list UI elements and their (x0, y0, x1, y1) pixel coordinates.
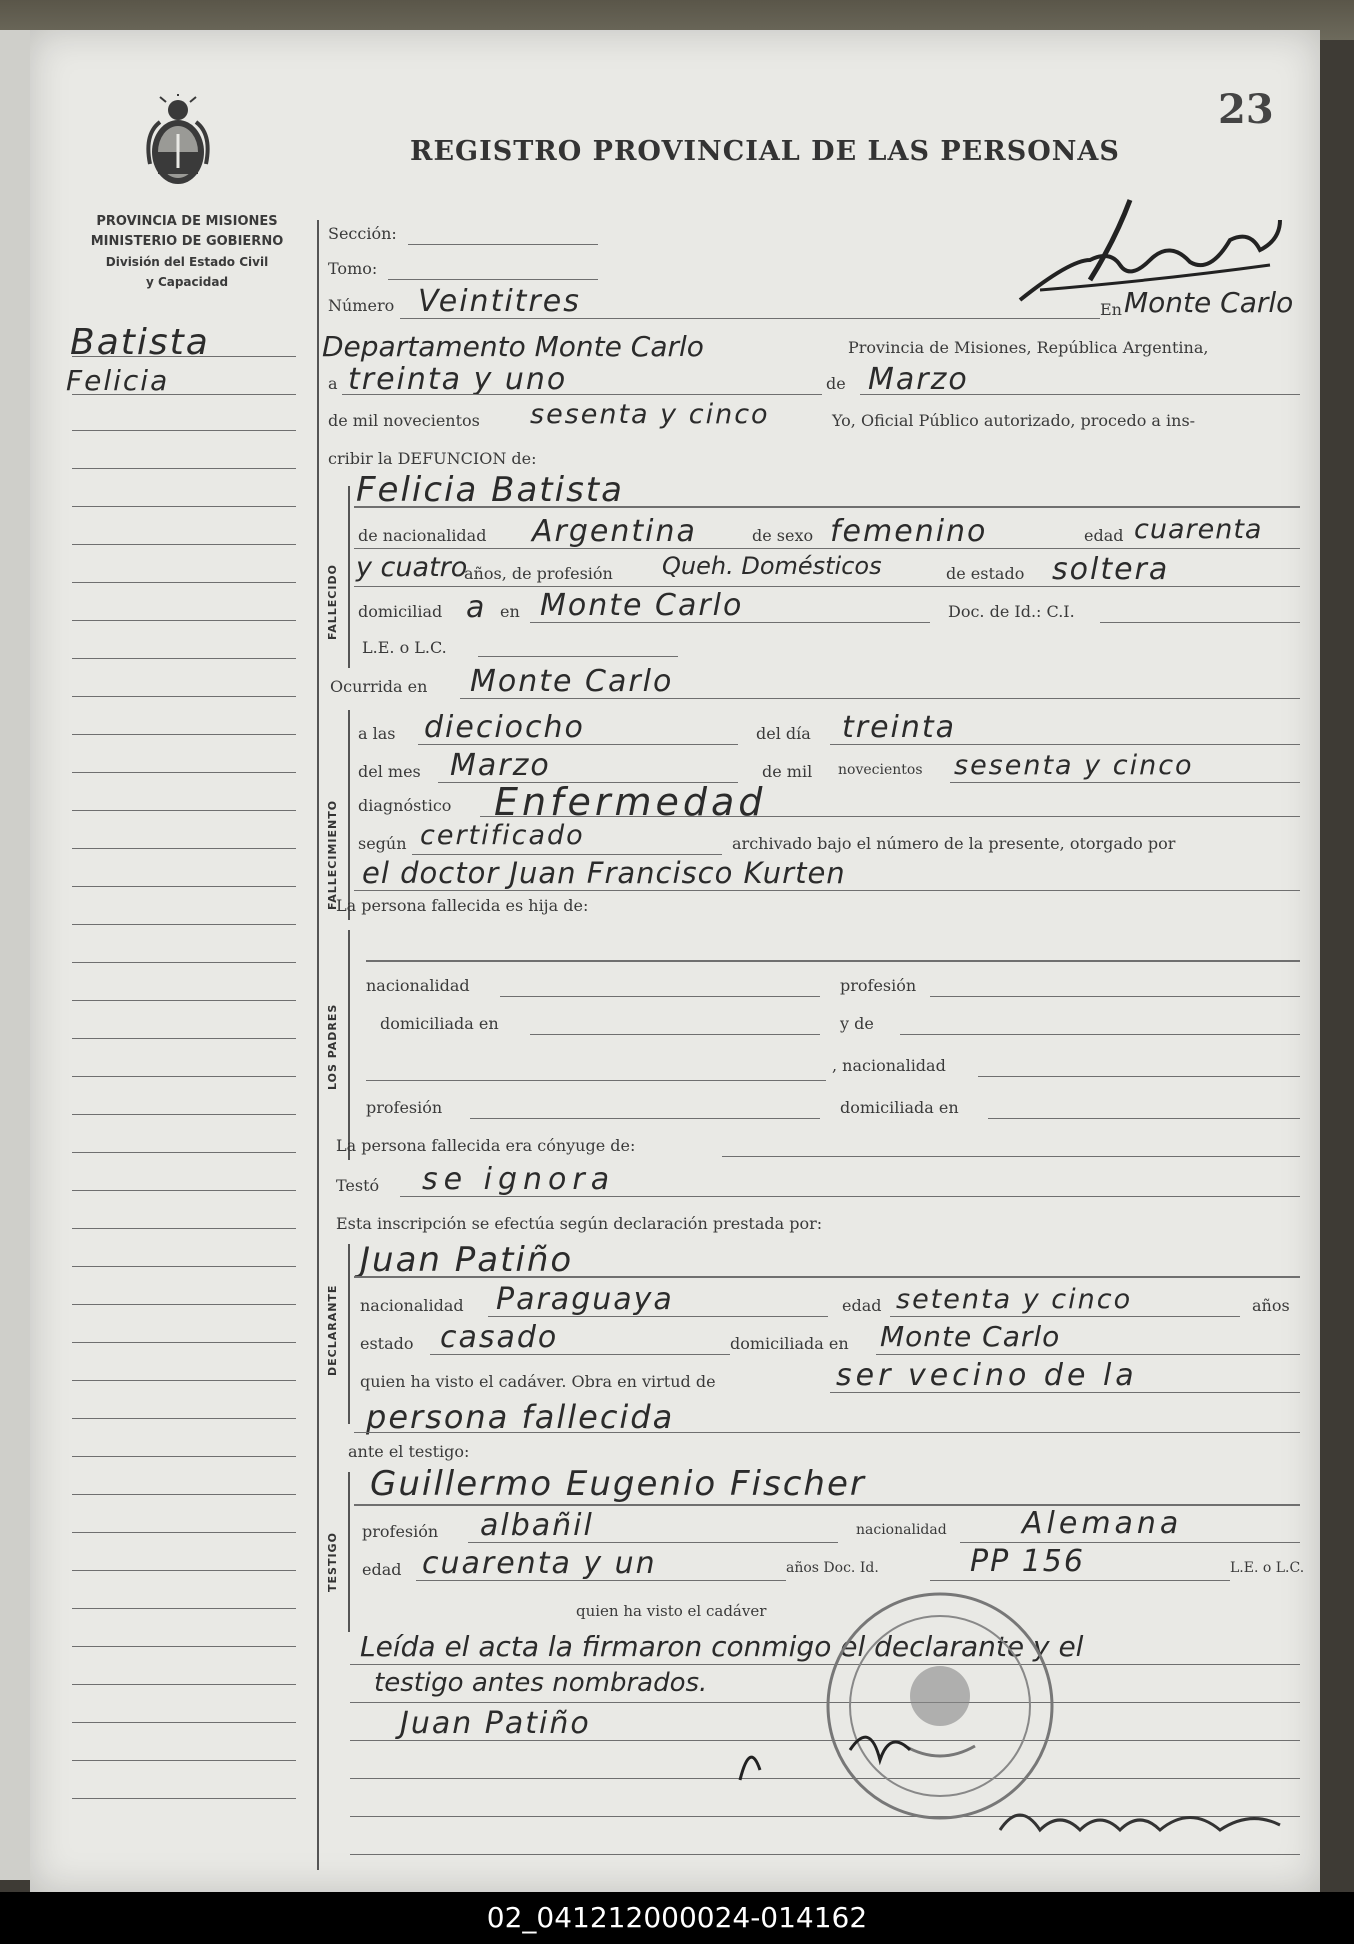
a-las-label: a las (358, 724, 396, 743)
test-doc-value: PP 156 (970, 1544, 1085, 1579)
section-label-testigo: TESTIGO (326, 1532, 339, 1592)
margin-rule-line (72, 810, 296, 811)
cribir-label: cribir la DEFUNCION de: (328, 449, 537, 468)
archivado-label: archivado bajo el número de la presente, otorgado por (732, 834, 1176, 853)
provincia-label: Provincia de Misiones, República Argentina, (848, 338, 1209, 357)
margin-surname: Batista (70, 322, 210, 363)
padre-nacionalidad-label: nacionalidad (366, 976, 470, 995)
nacionalidad-value: Argentina (532, 514, 697, 549)
del-mes-label: del mes (358, 762, 421, 781)
margin-rule-line (72, 962, 296, 963)
esta-inscripcion-label: Esta inscripción se efectúa según declaración prestada por: (336, 1214, 823, 1233)
margin-rule-line (72, 430, 296, 431)
doctor-value: el doctor Juan Francisco Kurten (362, 856, 846, 890)
fallecido-nombre-value: Felicia Batista (356, 470, 624, 510)
test-edad-value: cuarenta y un (422, 1546, 657, 1581)
margin-rule-line (72, 1570, 296, 1571)
obra-2-value: persona fallecida (366, 1398, 675, 1436)
margin-rule-line (72, 1684, 296, 1685)
numero-value: Veintitres (418, 284, 581, 319)
decl-anos-label: años (1252, 1296, 1290, 1315)
decl-domiciliada-label: domiciliada en (730, 1334, 849, 1353)
diagnostico-label: diagnóstico (358, 796, 452, 815)
margin-rule-line (72, 772, 296, 773)
margin-rule-line (72, 696, 296, 697)
main-vertical-rule (317, 220, 319, 1870)
margin-rule-line (72, 848, 296, 849)
decl-estado-label: estado (360, 1334, 414, 1353)
padre-domiciliada-label: domiciliada en (380, 1014, 499, 1033)
margin-rule-line (72, 1532, 296, 1533)
profesion-value: Queh. Domésticos (662, 552, 882, 580)
margin-rule-line (72, 1076, 296, 1077)
office-line: MINISTERIO DE GOBIERNO (90, 234, 284, 249)
en-dom-label: en (500, 602, 520, 621)
fallecido-rule (348, 486, 350, 668)
obra-1-value: ser vecino de la (836, 1358, 1138, 1393)
margin-rule-line (72, 1342, 296, 1343)
testo-value: se ignora (422, 1162, 616, 1197)
segun-label: según (358, 834, 407, 853)
office-block (72, 212, 302, 292)
decl-nacionalidad-value: Paraguaya (496, 1282, 674, 1317)
section-label-fallecimiento: FALLECIMIENTO (326, 799, 339, 910)
section-label-fallecido: FALLECIDO (326, 564, 339, 640)
margin-rule-line (72, 1266, 296, 1267)
novecientos-label: novecientos (838, 762, 923, 778)
test-nacionalidad-label: nacionalidad (856, 1522, 947, 1538)
decl-edad-value: setenta y cinco (896, 1284, 1133, 1315)
margin-rule-line (72, 1000, 296, 1001)
dia-fall-value: treinta (842, 710, 957, 745)
decl-edad-label: edad (842, 1296, 882, 1315)
ocurrida-label: Ocurrida en (330, 677, 428, 696)
testo-label: Testó (336, 1176, 380, 1195)
officer-signature (990, 1790, 1290, 1850)
margin-rule-line (72, 1114, 296, 1115)
test-edad-label: edad (362, 1560, 402, 1579)
quien-ha-visto-label: quien ha visto el cadáver. Obra en virtud de (360, 1372, 716, 1391)
padre-profesion-label: profesión (840, 976, 917, 995)
decl-domicilio-value: Monte Carlo (880, 1320, 1061, 1353)
domiciliad-suffix: a (466, 590, 487, 625)
testigo-rule (348, 1472, 350, 1632)
del-dia-label: del día (756, 724, 811, 743)
section-label-padres: LOS PADRES (326, 1003, 339, 1090)
test-anos-doc-label: años Doc. Id. (786, 1560, 879, 1576)
mes-fall-value: Marzo (450, 748, 551, 783)
margin-rule-line (72, 506, 296, 507)
margin-rule-line (72, 1722, 296, 1723)
certificado-value: certificado (420, 820, 585, 851)
margin-rule-line (72, 1494, 296, 1495)
office-line: PROVINCIA DE MISIONES (96, 214, 278, 229)
numero-label: Número (328, 296, 395, 315)
le-lc-label: L.E. o L.C. (362, 638, 447, 657)
en-lugar-value: Monte Carlo (1124, 286, 1294, 319)
madre-domiciliada-label: domiciliada en (840, 1098, 959, 1117)
en-label: En (1100, 300, 1122, 319)
office-line: y Capacidad (145, 275, 229, 289)
dia-value: treinta y uno (348, 362, 568, 397)
fallecimiento-rule (348, 710, 350, 920)
tomo-label: Tomo: (328, 259, 378, 278)
margin-rule-line (72, 1608, 296, 1609)
margin-rule-line (72, 1646, 296, 1647)
estado-value: soltera (1052, 552, 1170, 587)
departamento-value: Departamento Monte Carlo (322, 330, 704, 363)
edad-b-value: y cuatro (356, 552, 468, 583)
margin-rule-line (72, 1152, 296, 1153)
sexo-value: femenino (830, 514, 988, 549)
margin-rule-line (72, 924, 296, 925)
page-title: REGISTRO PROVINCIAL DE LAS PERSONAS (410, 136, 1120, 167)
declarante-value: Juan Patiño (360, 1240, 574, 1280)
anio-value: sesenta y cinco (530, 399, 770, 430)
hora-value: dieciocho (424, 710, 585, 745)
anos-profesion-label: años, de profesión (464, 564, 613, 583)
de-mil2-label: de mil (762, 762, 813, 781)
y-de-label: y de (840, 1014, 874, 1033)
diagnostico-value: Enfermedad (494, 780, 767, 824)
margin-rule-line (72, 1798, 296, 1799)
seccion-label: Sección: (328, 224, 397, 243)
margin-rule-line (72, 734, 296, 735)
margin-rule-line (72, 1456, 296, 1457)
witness-signature (730, 1710, 950, 1790)
hija-de-label: La persona fallecida es hija de: (336, 896, 589, 915)
margin-rule-line (72, 1228, 296, 1229)
test-profesion-value: albañil (480, 1508, 594, 1543)
office-line: División del Estado Civil (105, 255, 269, 269)
test-le-lc-label: L.E. o L.C. (1230, 1560, 1305, 1576)
yo-oficial-label: Yo, Oficial Público autorizado, procedo a ins- (832, 411, 1196, 430)
padres-rule (348, 930, 350, 1160)
register-page (30, 30, 1320, 1892)
margin-rule-line (72, 620, 296, 621)
de-mil-label: de mil novecientos (328, 411, 480, 430)
nota-1-value: Leída el acta la firmaron conmigo el declarante y el (360, 1630, 1084, 1663)
margin-given-name: Felicia (66, 364, 170, 397)
firma-value: Juan Patiño (400, 1706, 591, 1741)
margin-rule-line (72, 1380, 296, 1381)
page-number: 23 (1218, 86, 1274, 133)
margin-rule-line (72, 1038, 296, 1039)
doc-id-label: Doc. de Id.: C.I. (948, 602, 1075, 621)
mes-value: Marzo (868, 362, 969, 397)
margin-rule-line (72, 1418, 296, 1419)
a-label: a (328, 374, 338, 393)
margin-rule-line (72, 468, 296, 469)
domiciliad-label: domiciliad (358, 602, 443, 621)
quien-ha-visto2-label: quien ha visto el cadáver (576, 1602, 767, 1620)
coat-of-arms-icon (140, 94, 216, 194)
section-label-declarante: DECLARANTE (326, 1284, 339, 1376)
anio-fall-value: sesenta y cinco (954, 750, 1194, 781)
de-sexo-label: de sexo (752, 526, 814, 545)
margin-rule-line (72, 658, 296, 659)
margin-rule-line (72, 1760, 296, 1761)
test-nacionalidad-value: Alemana (1022, 1506, 1183, 1541)
decl-estado-value: casado (440, 1320, 559, 1355)
ante-testigo-label: ante el testigo: (348, 1442, 470, 1461)
edad-a-value: cuarenta (1134, 514, 1263, 545)
madre-nacionalidad-label: , nacionalidad (832, 1056, 946, 1075)
margin-rule-line (72, 1304, 296, 1305)
conyuge-label: La persona fallecida era cónyuge de: (336, 1136, 636, 1155)
decl-nacionalidad-label: nacionalidad (360, 1296, 464, 1315)
ocurrida-value: Monte Carlo (470, 664, 674, 699)
test-profesion-label: profesión (362, 1522, 439, 1541)
domicilio-value: Monte Carlo (540, 588, 744, 623)
margin-rule-line (72, 1190, 296, 1191)
margin-rule-line (72, 544, 296, 545)
de-estado-label: de estado (946, 564, 1025, 583)
madre-profesion-label: profesión (366, 1098, 443, 1117)
declarante-rule (348, 1244, 350, 1424)
margin-rule-line (72, 582, 296, 583)
nota-2-value: testigo antes nombrados. (374, 1668, 708, 1698)
de-label: de (826, 374, 846, 393)
edad-label: edad (1084, 526, 1124, 545)
archive-reference: 02_041212000024-014162 (0, 1892, 1354, 1944)
margin-rule-line (72, 886, 296, 887)
testigo-value: Guillermo Eugenio Fischer (370, 1464, 866, 1504)
de-nacionalidad-label: de nacionalidad (358, 526, 487, 545)
